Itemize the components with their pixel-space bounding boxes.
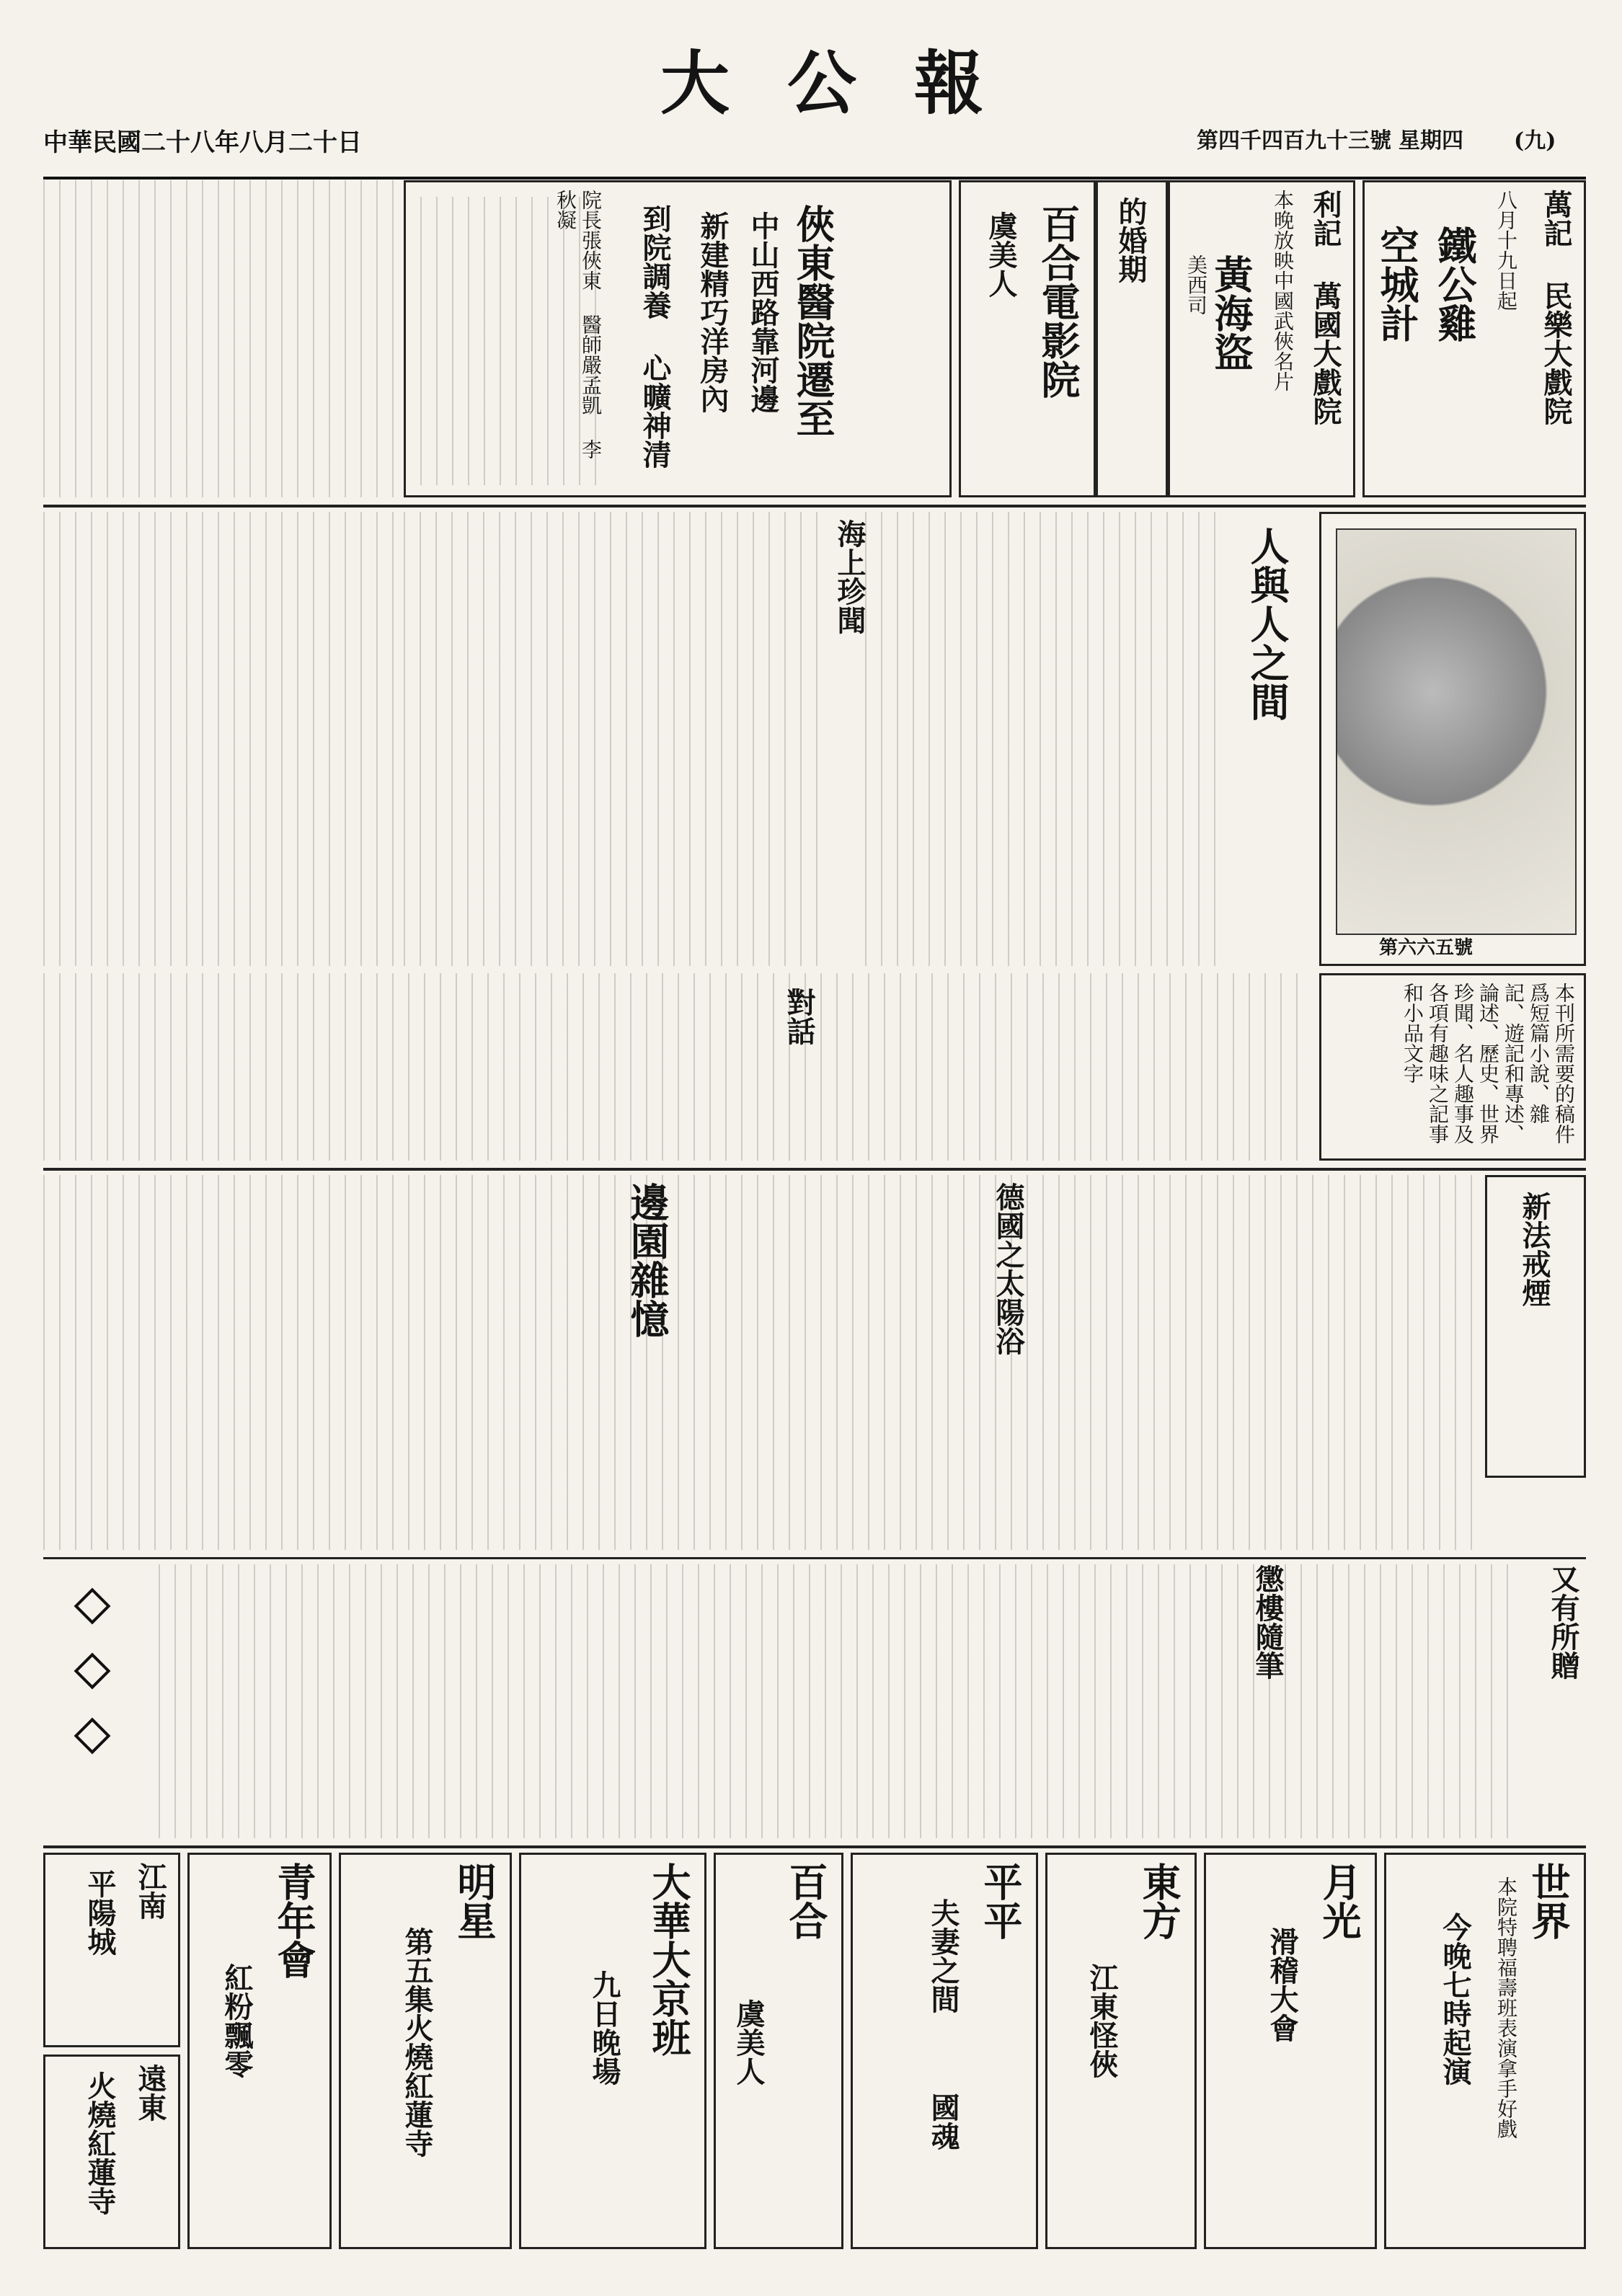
ad-dajingban bbox=[519, 1853, 706, 2249]
ad-yueguang-line: 滑稽大會 bbox=[1265, 1927, 1299, 2042]
ad-dongfang-name: 東方 bbox=[1136, 1862, 1182, 1940]
ad-jiangnan-name: 江南 bbox=[133, 1862, 167, 1920]
ad-qingnianhui-line: 紅粉飄零 bbox=[220, 1963, 254, 2078]
ad-liji-other: 美西司 bbox=[1184, 254, 1208, 315]
ad-wanji-film-2: 空城計 bbox=[1374, 226, 1420, 342]
hospital-title: 俠東醫院遷至 bbox=[790, 204, 836, 438]
page-number: (九) bbox=[1514, 128, 1556, 154]
ad-shijie-name: 世界 bbox=[1525, 1862, 1572, 1940]
ad-pingping-film-1: 夫妻之間 bbox=[926, 1898, 960, 2013]
illustration-image bbox=[1336, 528, 1577, 935]
ad-jiangnan-line: 平陽城 bbox=[83, 1869, 117, 1956]
ad-shijie bbox=[1384, 1853, 1586, 2249]
column-text-top-left bbox=[43, 180, 396, 497]
ad-yueguang-name: 月光 bbox=[1316, 1862, 1362, 1940]
hospital-notice: 到院調養 心曠神清 bbox=[638, 204, 672, 469]
ad-mingxing-name: 明星 bbox=[451, 1862, 497, 1940]
ad-wanji-name: 萬記 民樂大戲院 bbox=[1539, 190, 1573, 425]
column-text-editorial bbox=[43, 1175, 1478, 1550]
column-text-lower bbox=[159, 1564, 1514, 1838]
notice-text: 本刊所需要的稿件爲短篇小說、雜記、遊記和專述、論述、歷史、世界珍聞、名人趣事及各項有趣味之記事和小品文字 bbox=[1401, 983, 1576, 1144]
notice-box bbox=[1319, 973, 1586, 1161]
article-title-suibi: 懲樓隨筆 bbox=[1251, 1564, 1285, 1680]
ad-yuandong-line: 火燒紅蓮寺 bbox=[83, 2071, 117, 2215]
diamond-icon bbox=[74, 1588, 111, 1625]
issue-date: 中華民國二十八年八月二十日 bbox=[43, 128, 362, 157]
ad-liji-name: 利記 萬國大戲院 bbox=[1308, 190, 1342, 425]
ad-qingnianhui bbox=[187, 1853, 332, 2249]
ad-liji-film: 黃海盜 bbox=[1208, 254, 1254, 371]
ad-yuandong bbox=[43, 2055, 180, 2249]
article-title-deguo: 德國之太陽浴 bbox=[991, 1182, 1025, 1355]
ad-qingnianhui-name: 青年會 bbox=[271, 1862, 317, 1979]
ad-liji-note: 本晚放映中國武俠名片 bbox=[1271, 190, 1295, 391]
article-body-ren-yu-ren bbox=[865, 512, 1226, 966]
ad-shijie-line-2: 今晚七時起演 bbox=[1438, 1912, 1472, 2086]
ad-wedding bbox=[1096, 180, 1168, 497]
ad-baihe-name: 百合電影院 bbox=[1035, 204, 1081, 399]
ad-wanji-date: 八月十九日起 bbox=[1494, 190, 1518, 311]
hospital-building: 新建精巧洋房內 bbox=[696, 211, 730, 413]
diamond-icon bbox=[74, 1653, 111, 1690]
header-bar bbox=[43, 108, 1586, 179]
ad-jiangnan bbox=[43, 1853, 180, 2047]
ad-pingping-name: 平平 bbox=[978, 1862, 1024, 1940]
ad-dongfang bbox=[1045, 1853, 1197, 2249]
issue-number: 第四千四百九十三號 bbox=[1197, 128, 1391, 154]
ad-baihe-bottom bbox=[714, 1853, 843, 2249]
ad-baihe-bottom-name: 百合 bbox=[783, 1862, 829, 1940]
ad-mingxing-line: 第五集火燒紅蓮寺 bbox=[400, 1927, 434, 2158]
hospital-address: 中山西路靠河邊 bbox=[746, 211, 780, 413]
divider bbox=[43, 1168, 1586, 1171]
article-title-duihua: 對話 bbox=[782, 988, 816, 1045]
ad-wanji-film-1: 鐵公雞 bbox=[1432, 226, 1478, 342]
masthead-title: 大公報 bbox=[660, 43, 1041, 124]
column-text-mid-band bbox=[43, 973, 1312, 1161]
ad-dajingban-name: 大華大京班 bbox=[646, 1862, 692, 2057]
ad-liji-theater bbox=[1168, 180, 1355, 497]
box-xinfa-jieyan bbox=[1485, 1175, 1586, 1478]
article-title-bianyuan: 邊園雜憶 bbox=[624, 1182, 670, 1338]
hospital-body-text bbox=[420, 197, 601, 485]
ad-mingxing bbox=[339, 1853, 512, 2249]
ad-wanji-theater bbox=[1362, 180, 1586, 497]
ad-baihe-bottom-line: 虞美人 bbox=[732, 1999, 766, 2086]
ad-pingping-film-2: 國魂 bbox=[926, 2093, 960, 2150]
ad-baihe-star: 虞美人 bbox=[984, 211, 1018, 298]
article-title-youyousuozeng: 又有所贈 bbox=[1546, 1564, 1580, 1680]
issue-tag: 第六六五號 bbox=[1379, 937, 1473, 959]
article-illustration bbox=[1319, 512, 1586, 966]
ad-dongfang-line: 江東怪俠 bbox=[1085, 1963, 1119, 2078]
divider bbox=[43, 505, 1586, 507]
article-body-haishang bbox=[404, 512, 822, 966]
ad-pingping bbox=[851, 1853, 1038, 2249]
article-title-ren-yu-ren: 人與人之間 bbox=[1244, 526, 1290, 721]
ad-yueguang bbox=[1204, 1853, 1377, 2249]
divider bbox=[43, 1557, 1586, 1559]
diamond-icon bbox=[74, 1718, 111, 1755]
ad-shijie-line-1: 本院特聘福壽班表演拿手好戲 bbox=[1494, 1876, 1518, 2139]
divider bbox=[43, 1845, 1586, 1848]
hospital-staff: 院長張俠東 醫師嚴孟凱 李秋凝 bbox=[554, 190, 603, 459]
ad-dajingban-line: 九日晚場 bbox=[588, 1970, 621, 2086]
weekday: 星期四 bbox=[1399, 128, 1463, 154]
ad-wedding-title: 的婚期 bbox=[1114, 197, 1148, 283]
ad-yuandong-name: 遠東 bbox=[133, 2064, 167, 2122]
ad-baihe-cinema bbox=[959, 180, 1096, 497]
column-text-mid-left bbox=[43, 512, 396, 966]
article-title-haishang: 海上珍聞 bbox=[833, 519, 867, 634]
ad-xiadong-hospital bbox=[404, 180, 952, 497]
article-title-xinfa: 新法戒煙 bbox=[1517, 1192, 1551, 1307]
